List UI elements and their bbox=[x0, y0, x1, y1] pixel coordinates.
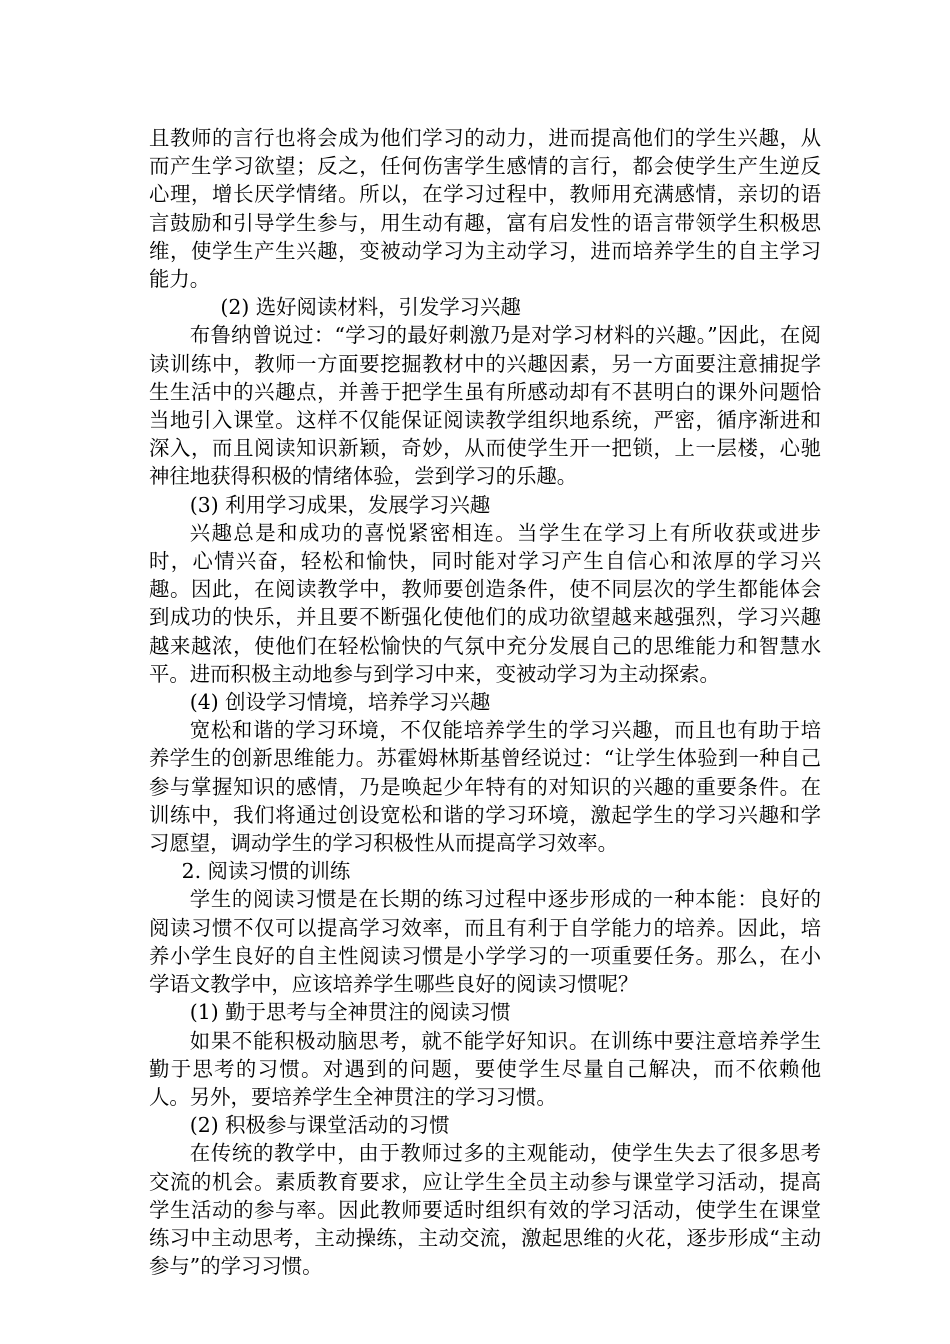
paragraph-success: 兴趣总是和成功的喜悦紧密相连。当学生在学习上有所收获或进步时，心情兴奋，轻松和愉快，同时能对学习产生自信心和浓厚的学习兴趣。因此，在阅读教学中，教师要创造条件，使不同层次的学生都能体会到成功的快乐，并且要不断强化使他们的成功欲望越来越强烈，学习兴趣越来越浓，使他们在轻松愉快的气氛中充分发展自己的思维能力和智慧水平。进而积极主动地参与到学习中来，变被动学习为主动探索。 bbox=[149, 520, 821, 686]
paragraph-environment: 宽松和谐的学习环境，不仅能培养学生的学习兴趣，而且也有助于培养学生的创新思维能力。苏霍姆林斯基曾经说过：“让学生体验到一种自己参与掌握知识的感情，乃是唤起少年特有的对知识的兴趣的重要条件。在训练中，我们将通过创设宽松和谐的学习环境，激起学生的学习兴趣和学习愿望，调动学生的学习积极性从而提高学习效率。 bbox=[149, 718, 821, 856]
section-heading-use-results: (3) 利用学习成果，发展学习兴趣 bbox=[189, 492, 491, 517]
section-heading-create-context: (4) 创设学习情境，培养学习兴趣 bbox=[189, 690, 491, 715]
paragraph-habits: 学生的阅读习惯是在长期的练习过程中逐步形成的一种本能：良好的阅读习惯不仅可以提高学习效率，而且有利于自学能力的培养。因此，培养小学生良好的自主性阅读习惯是小学学习的一项重要任务。那么，在小学语文教学中，应该培养学生哪些良好的阅读习惯呢？ bbox=[149, 887, 821, 997]
paragraph-traditional-teaching: 在传统的教学中，由于教师过多的主观能动，使学生失去了很多思考交流的机会。素质教育要求，应让学生全员主动参与课堂学习活动，提高学生活动的参与率。因此教师要适时组织有效的学习活动，使学生在课堂练习中主动思考，主动操练，主动交流，激起思维的火花，逐步形成“主动参与”的学习习惯。 bbox=[149, 1141, 821, 1279]
document-page bbox=[149, 124, 821, 1280]
section-heading-class-activities: (2) 积极参与课堂活动的习惯 bbox=[189, 1113, 450, 1138]
section-heading-reading-habits: 2. 阅读习惯的训练 bbox=[181, 859, 351, 884]
paragraph-bruner: 布鲁纳曾说过：“学习的最好刺激乃是对学习材料的兴趣。”因此，在阅读训练中，教师一方面要挖掘教材中的兴趣因素，另一方面要注意捕捉学生生活中的兴趣点，并善于把学生虽有所感动却有不甚明白的课外问题恰当地引入课堂。这样不仅能保证阅读教学组织地系统，严密，循序渐进和深入，而且阅读知识新颖，奇妙，从而使学生开一把锁，上一层楼，心驰神往地获得积极的情绪体验，尝到学习的乐趣。 bbox=[149, 323, 821, 489]
section-heading-diligent-thinking: (1) 勤于思考与全神贯注的阅读习惯 bbox=[189, 1000, 511, 1025]
paragraph-thinking: 如果不能积极动脑思考，就不能学好知识。在训练中要注意培养学生勤于思考的习惯。对遇到的问题，要使学生尽量自己解决，而不依赖他人。另外，要培养学生全神贯注的学习习惯。 bbox=[149, 1028, 821, 1109]
paragraph-continuation: 且教师的言行也将会成为他们学习的动力，进而提高他们的学生兴趣，从而产生学习欲望；反之，任何伤害学生感情的言行，都会使学生产生逆反心理，增长厌学情绪。所以，在学习过程中，教师用充满感情，亲切的语言鼓励和引导学生参与，用生动有趣，富有启发性的语言带领学生积极思维，使学生产生兴趣，变被动学习为主动学习，进而培养学生的自主学习能力。 bbox=[149, 126, 821, 292]
section-heading-select-materials: (2) 选好阅读材料，引发学习兴趣 bbox=[220, 295, 521, 320]
